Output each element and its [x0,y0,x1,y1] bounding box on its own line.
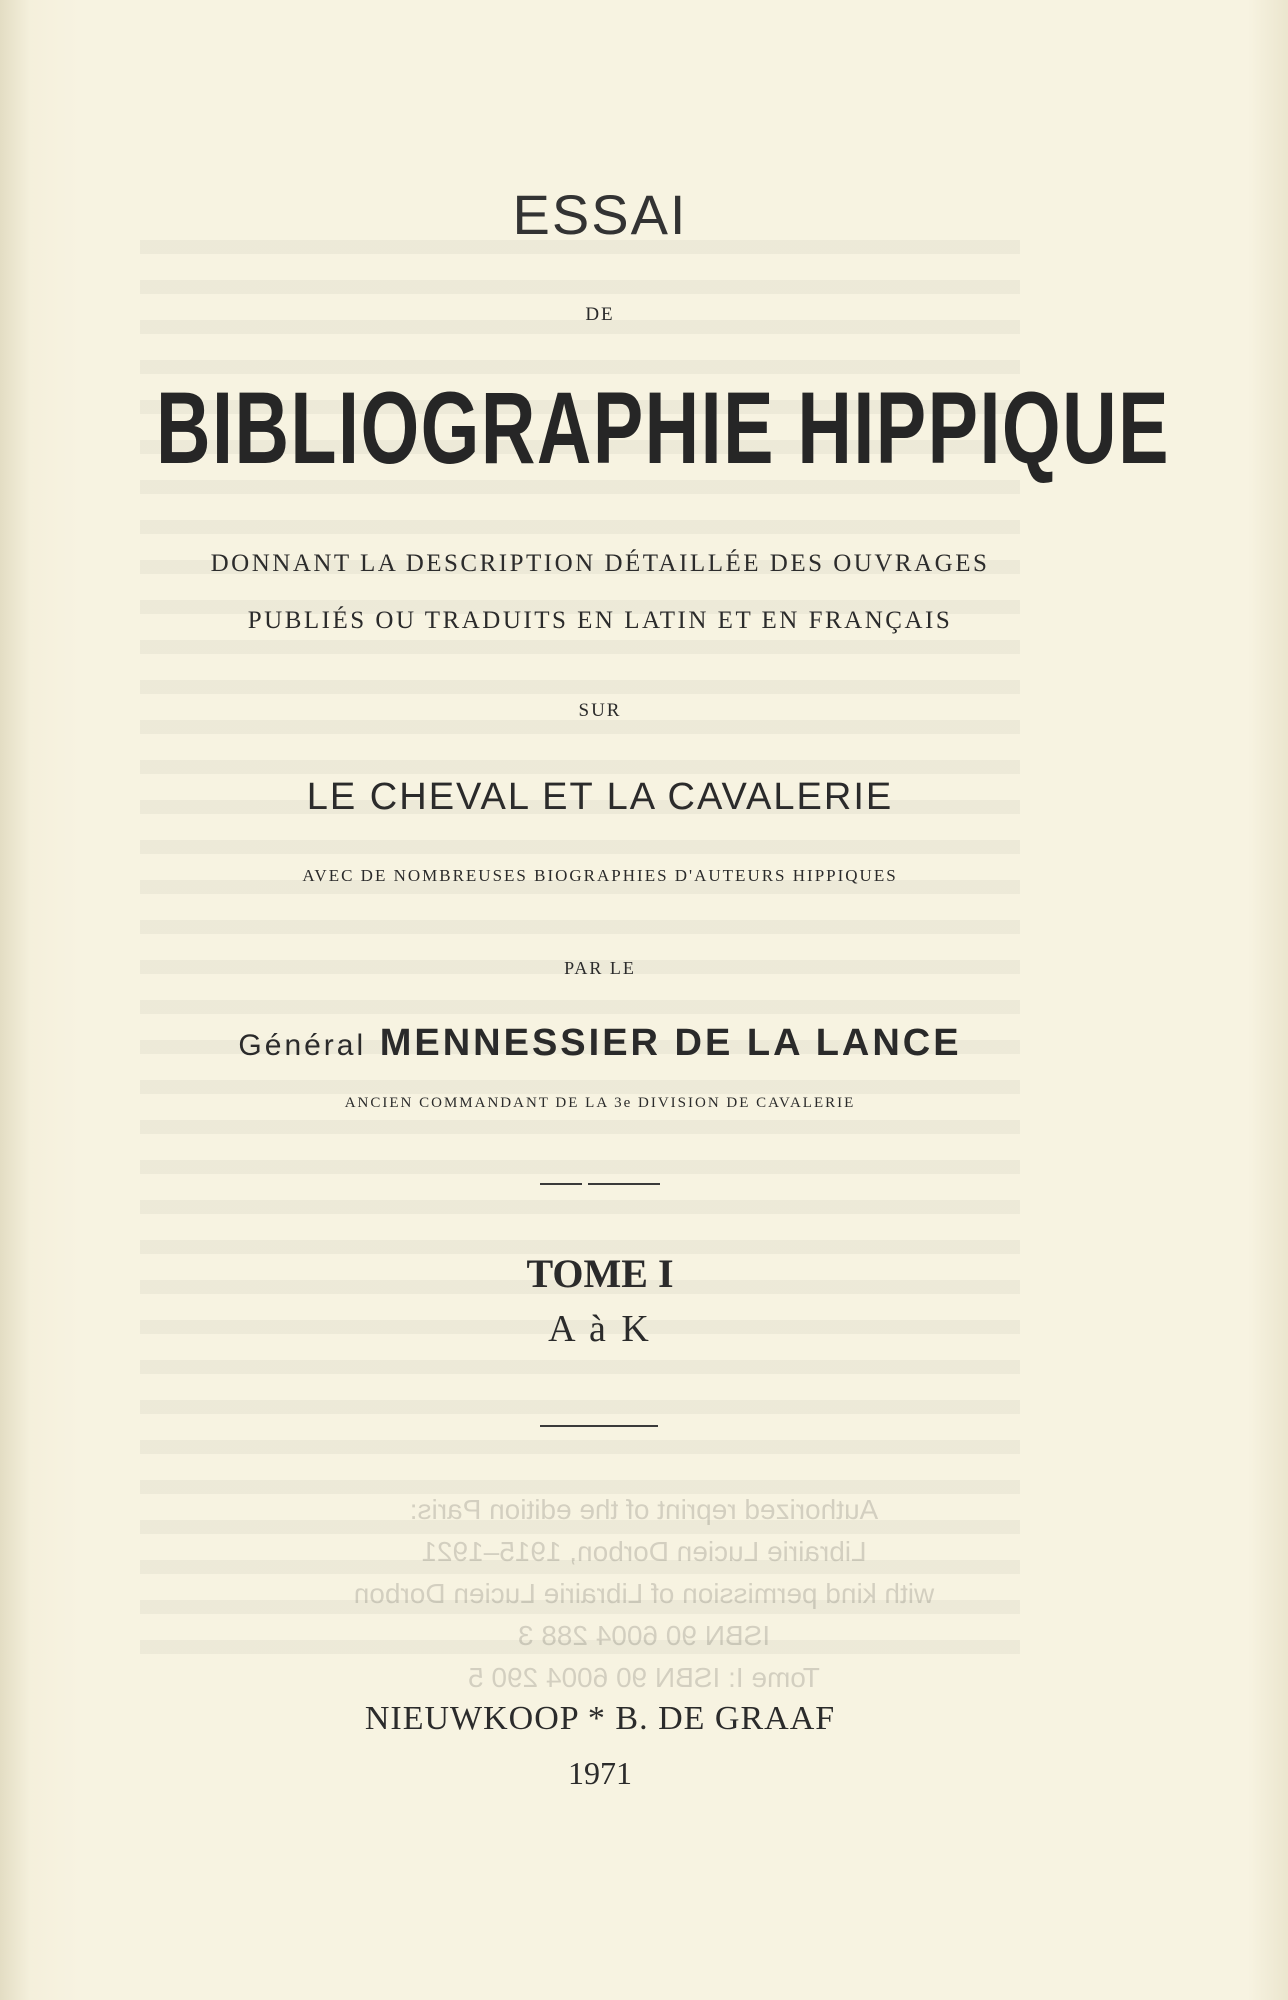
main-title: BIBLIOGRAPHIE HIPPIQUE [156,371,1170,485]
divider-rule [540,1425,658,1427]
divider-rule [540,1183,582,1185]
title-de: DE [585,304,615,325]
author-line [0,1022,1200,1065]
publisher-line: NIEUWKOOP * B. DE GRAAF [364,1700,836,1737]
par-le-line: PAR LE [564,958,636,978]
subject-line: LE CHEVAL ET LA CAVALERIE [306,776,894,818]
subtitle-line-2: PUBLIÉS OU TRADUITS EN LATIN ET EN FRANÇAIS [247,607,953,634]
author-rank: Général [238,1029,367,1062]
title-sur: SUR [578,700,622,721]
show-through-line: Authorized reprint of the edition Paris: [409,1494,879,1525]
show-through-line: Tome I: ISBN 90 6004 290 5 [468,1662,820,1693]
show-through-line: ISBN 90 6004 288 3 [517,1620,771,1651]
divider-rule [588,1183,660,1185]
show-through-line: with kind permission of Librairie Lucien Dorbon [353,1578,935,1609]
tome-label: TOME I [526,1251,674,1296]
biographies-line: AVEC DE NOMBREUSES BIOGRAPHIES D'AUTEURS HIPPIQUES [302,866,898,885]
show-through-line: Librairie Lucien Dorbon, 1915–1921 [421,1536,867,1567]
publication-year: 1971 [568,1755,632,1791]
title-essai: ESSAI [512,183,688,246]
subtitle-line-1: DONNANT LA DESCRIPTION DÉTAILLÉE DES OUVRAGES [210,550,990,577]
tome-range: A à K [548,1308,652,1350]
author-name: MENNESSIER DE LA LANCE [379,1022,962,1064]
author-role: ANCIEN COMMANDANT DE LA 3e DIVISION DE CAVALERIE [344,1095,856,1111]
